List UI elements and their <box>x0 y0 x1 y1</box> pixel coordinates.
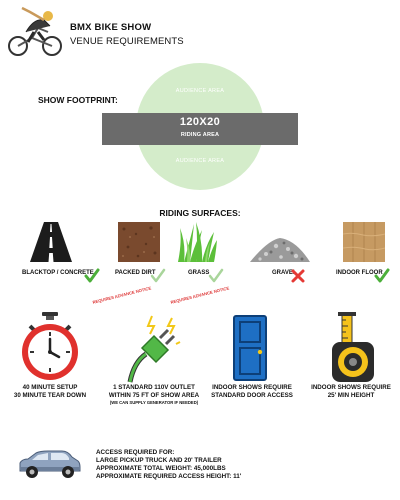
surface-label-grass: GRASS <box>188 270 210 276</box>
access-requirements <box>96 449 241 481</box>
packed-dirt-icon <box>118 222 160 262</box>
power-plug-icon <box>124 312 182 384</box>
height-line-2: 25' MIN HEIGHT <box>327 391 375 399</box>
surface-label-packed-dirt: PACKED DIRT <box>115 270 156 276</box>
access-line-height: APPROXIMATE REQUIRED ACCESS HEIGHT: 11' <box>96 473 242 480</box>
check-icon <box>374 268 390 284</box>
door-icon <box>232 312 268 384</box>
outlet-line-2: WITHIN 75 FT OF SHOW AREA <box>108 391 200 399</box>
bmx-rider-icon <box>4 2 66 58</box>
door-line-1: INDOOR SHOWS REQUIRE <box>212 384 292 391</box>
setup-time-text <box>6 384 94 399</box>
riding-area-size: 120X20 <box>179 116 221 128</box>
height-line-1: INDOOR SHOWS REQUIRE <box>311 384 391 391</box>
outlet-note: (WE CAN SUPPLY GENERATOR IF NEEDED) <box>109 400 199 405</box>
wood-floor-icon <box>343 222 385 262</box>
door-line-2: STANDARD DOOR ACCESS <box>211 391 293 399</box>
riding-area-label: RIDING AREA <box>180 132 220 138</box>
page-title: BMX BIKE SHOW <box>70 22 152 33</box>
access-line-weight: APPROXIMATE TOTAL WEIGHT: 45,000LBS <box>96 465 226 472</box>
tape-measure-icon <box>328 312 378 384</box>
stopwatch-icon <box>18 312 82 384</box>
grass-icon <box>176 222 218 262</box>
surfaces-heading: RIDING SURFACES: <box>159 208 241 218</box>
cross-icon <box>290 268 306 284</box>
outlet-text <box>104 384 204 407</box>
surface-label-indoor-floor: INDOOR FLOOR <box>336 270 383 276</box>
advance-notice-dirt: REQUIRES ADVANCE NOTICE <box>92 285 152 305</box>
access-line-vehicle: LARGE PICKUP TRUCK AND 20' TRAILER <box>96 457 222 464</box>
setup-line-2: 30 MINUTE TEAR DOWN <box>13 391 87 399</box>
surface-label-blacktop: BLACKTOP / CONCRETE <box>22 270 94 276</box>
outlet-line-1: 1 STANDARD 110V OUTLET <box>113 384 195 391</box>
setup-line-1: 40 MINUTE SETUP <box>22 384 78 391</box>
audience-area-bottom-label: AUDIENCE AREA <box>175 158 225 164</box>
door-access-text <box>206 384 298 399</box>
pickup-truck-icon <box>18 449 82 479</box>
advance-notice-grass: REQUIRES ADVANCE NOTICE <box>170 285 230 305</box>
page-subtitle: VENUE REQUIREMENTS <box>70 36 184 47</box>
blacktop-road-icon <box>30 222 72 262</box>
footprint-heading: SHOW FOOTPRINT: <box>38 95 118 105</box>
audience-area-top-label: AUDIENCE AREA <box>175 88 225 94</box>
gravel-icon <box>248 222 312 262</box>
check-icon <box>208 268 224 284</box>
surface-label-gravel: GRAVEL <box>272 270 297 276</box>
height-text <box>306 384 396 399</box>
check-icon <box>150 268 166 284</box>
check-icon <box>84 268 100 284</box>
access-heading: ACCESS REQUIRED FOR: <box>96 449 175 456</box>
